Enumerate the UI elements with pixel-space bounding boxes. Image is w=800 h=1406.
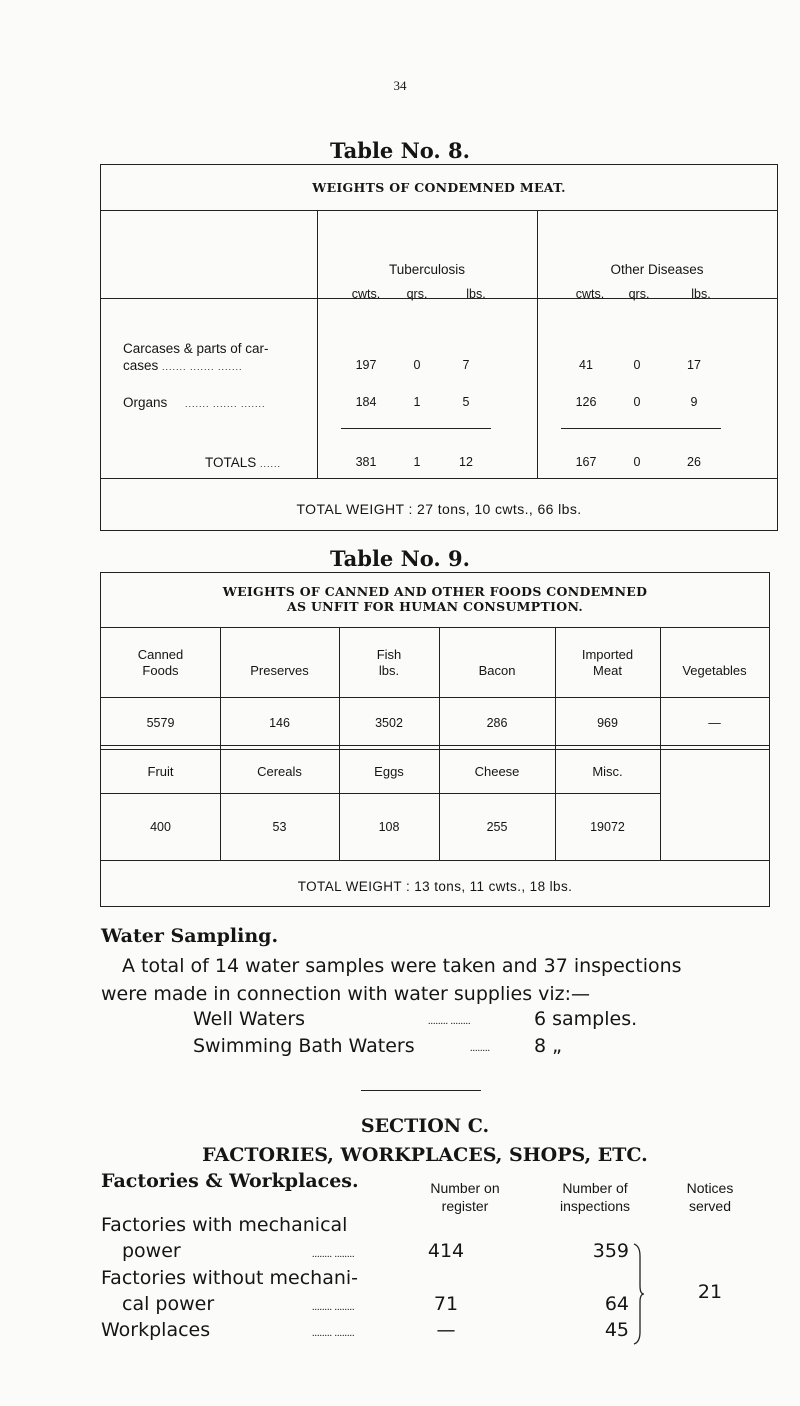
cell: 0 [633, 358, 641, 372]
row-label: Factories with mechanical [101, 1214, 348, 1236]
cell: 255 [486, 820, 508, 834]
group-tuberculosis: Tuberculosis [388, 262, 466, 277]
cell-inspections: 64 [604, 1293, 629, 1315]
unit-cwts: cwts. [351, 287, 381, 301]
cell: 108 [378, 820, 400, 834]
header-line1: Fish [376, 647, 402, 662]
table9-total-weight: TOTAL WEIGHT : 13 tons, 11 cwts., 18 lbs. [297, 879, 573, 894]
water-line2: were made in connection with water supplies viz:— [101, 983, 591, 1005]
row-label: cal power [122, 1293, 215, 1315]
row-label: Workplaces [101, 1319, 211, 1341]
factories-heading: Factories & Workplaces. [101, 1170, 359, 1192]
cell: 184 [355, 395, 377, 409]
total-cell: 167 [575, 455, 597, 469]
cell: 53 [272, 820, 287, 834]
table9 [100, 572, 770, 907]
cell: 9 [690, 395, 698, 409]
table8: WEIGHTS OF CONDEMNED MEAT. Tuberculosis Other Diseases cwts. qrs. lbs. cwts. qrs. lbs. Carcases & parts of car- cases ....... ....... ....... Organs ....... ....... ....... TOTALS ...... 197 0 7 41 0 17 184 1 5 126 0 9 381 1 12 167 0 26 TOTAL WEIGHT : 27 tons, 10 cwts., 66 lbs. [100, 164, 778, 531]
header: Misc. [592, 764, 623, 779]
header-line2: lbs. [378, 663, 400, 678]
total-cell: 381 [355, 455, 377, 469]
header-line2: Foods [142, 663, 179, 678]
total-cell: 26 [687, 455, 701, 469]
cell: 286 [486, 716, 508, 730]
row-label: Carcases & parts of car- [123, 341, 269, 356]
header: Eggs [374, 764, 404, 779]
water-heading: Water Sampling. [101, 925, 279, 947]
cell: 17 [687, 358, 701, 372]
header-line2: Meat [593, 663, 622, 678]
header-line2: Bacon [478, 663, 516, 678]
cell: 400 [150, 820, 171, 834]
cell: 5 [462, 395, 470, 409]
row-label: Organs [123, 395, 168, 410]
header-line1 [439, 647, 555, 663]
group-other-diseases: Other Diseases [610, 262, 704, 277]
header-line1 [220, 647, 339, 663]
total-cell: 12 [459, 455, 473, 469]
header: Cereals [257, 764, 302, 779]
cell: 1 [413, 395, 421, 409]
cell-inspections: 45 [604, 1319, 629, 1341]
header-line1 [660, 647, 769, 663]
unit-qrs-2: qrs. [628, 287, 650, 301]
cell: — [708, 716, 721, 730]
cell: 3502 [375, 716, 403, 730]
water-item2-label: Swimming Bath Waters [193, 1035, 415, 1057]
table8-total-weight: TOTAL WEIGHT : 27 tons, 10 cwts., 66 lbs. [296, 501, 582, 517]
cell: 146 [269, 716, 290, 730]
col-register-line2: register [441, 1198, 489, 1214]
col-notices-line1: Notices [686, 1180, 734, 1196]
unit-lbs-2: lbs. [691, 287, 711, 301]
section-title: SECTION C. [360, 1115, 490, 1137]
section-subtitle: FACTORIES, WORKPLACES, SHOPS, ETC. [202, 1144, 648, 1166]
water-line1: A total of 14 water samples were taken and 37 inspections [122, 955, 682, 977]
water-item1-label: Well Waters [193, 1008, 306, 1030]
divider [361, 1090, 481, 1091]
table9-title: Table No. 9. [330, 546, 470, 571]
col-inspections-line2: inspections [559, 1198, 631, 1214]
cell: 7 [462, 358, 470, 372]
row-label: cases [123, 358, 159, 373]
cell: 197 [355, 358, 377, 372]
header-line2: Preserves [250, 663, 309, 678]
cell-inspections: 359 [592, 1240, 629, 1262]
cell: 41 [579, 358, 593, 372]
cell-register: — [436, 1319, 456, 1341]
header-line1: Canned [137, 647, 184, 662]
unit-lbs: lbs. [466, 287, 486, 301]
table9-heading-line2: AS UNFIT FOR HUMAN CONSUMPTION. [286, 599, 584, 614]
unit-qrs: qrs. [406, 287, 428, 301]
cell: 969 [597, 716, 618, 730]
cell: 126 [575, 395, 597, 409]
total-cell: 1 [413, 455, 421, 469]
col-inspections-line1: Number of [562, 1180, 628, 1196]
water-item1-value: 6 samples. [534, 1008, 638, 1030]
cell: 5579 [146, 716, 175, 730]
table9-heading-line1: WEIGHTS OF CANNED AND OTHER FOODS CONDEMNED [222, 584, 648, 599]
notices-served-value: 21 [697, 1281, 723, 1303]
row-label: power [122, 1240, 181, 1262]
totals-label: TOTALS [205, 455, 257, 470]
cell-register: 414 [427, 1240, 465, 1262]
page-number: 34 [393, 78, 407, 93]
row-label: Factories without mechani- [101, 1267, 359, 1289]
header: Cheese [474, 764, 520, 779]
col-notices-line2: served [688, 1198, 732, 1214]
cell: 0 [633, 395, 641, 409]
header: Fruit [147, 764, 174, 779]
cell-register: 71 [433, 1293, 459, 1315]
header-line2: Vegetables [682, 663, 747, 678]
water-item2-value: 8 „ [534, 1035, 562, 1057]
brace-icon [632, 1242, 646, 1346]
col-register-line1: Number on [430, 1180, 500, 1196]
cell: 19072 [590, 820, 625, 834]
unit-cwts-2: cwts. [575, 287, 605, 301]
header-line1: Imported [581, 647, 634, 662]
cell: 0 [413, 358, 421, 372]
table8-heading: WEIGHTS OF CONDEMNED MEAT. [312, 180, 566, 195]
total-cell: 0 [633, 455, 641, 469]
table8-title: Table No. 8. [330, 138, 470, 163]
